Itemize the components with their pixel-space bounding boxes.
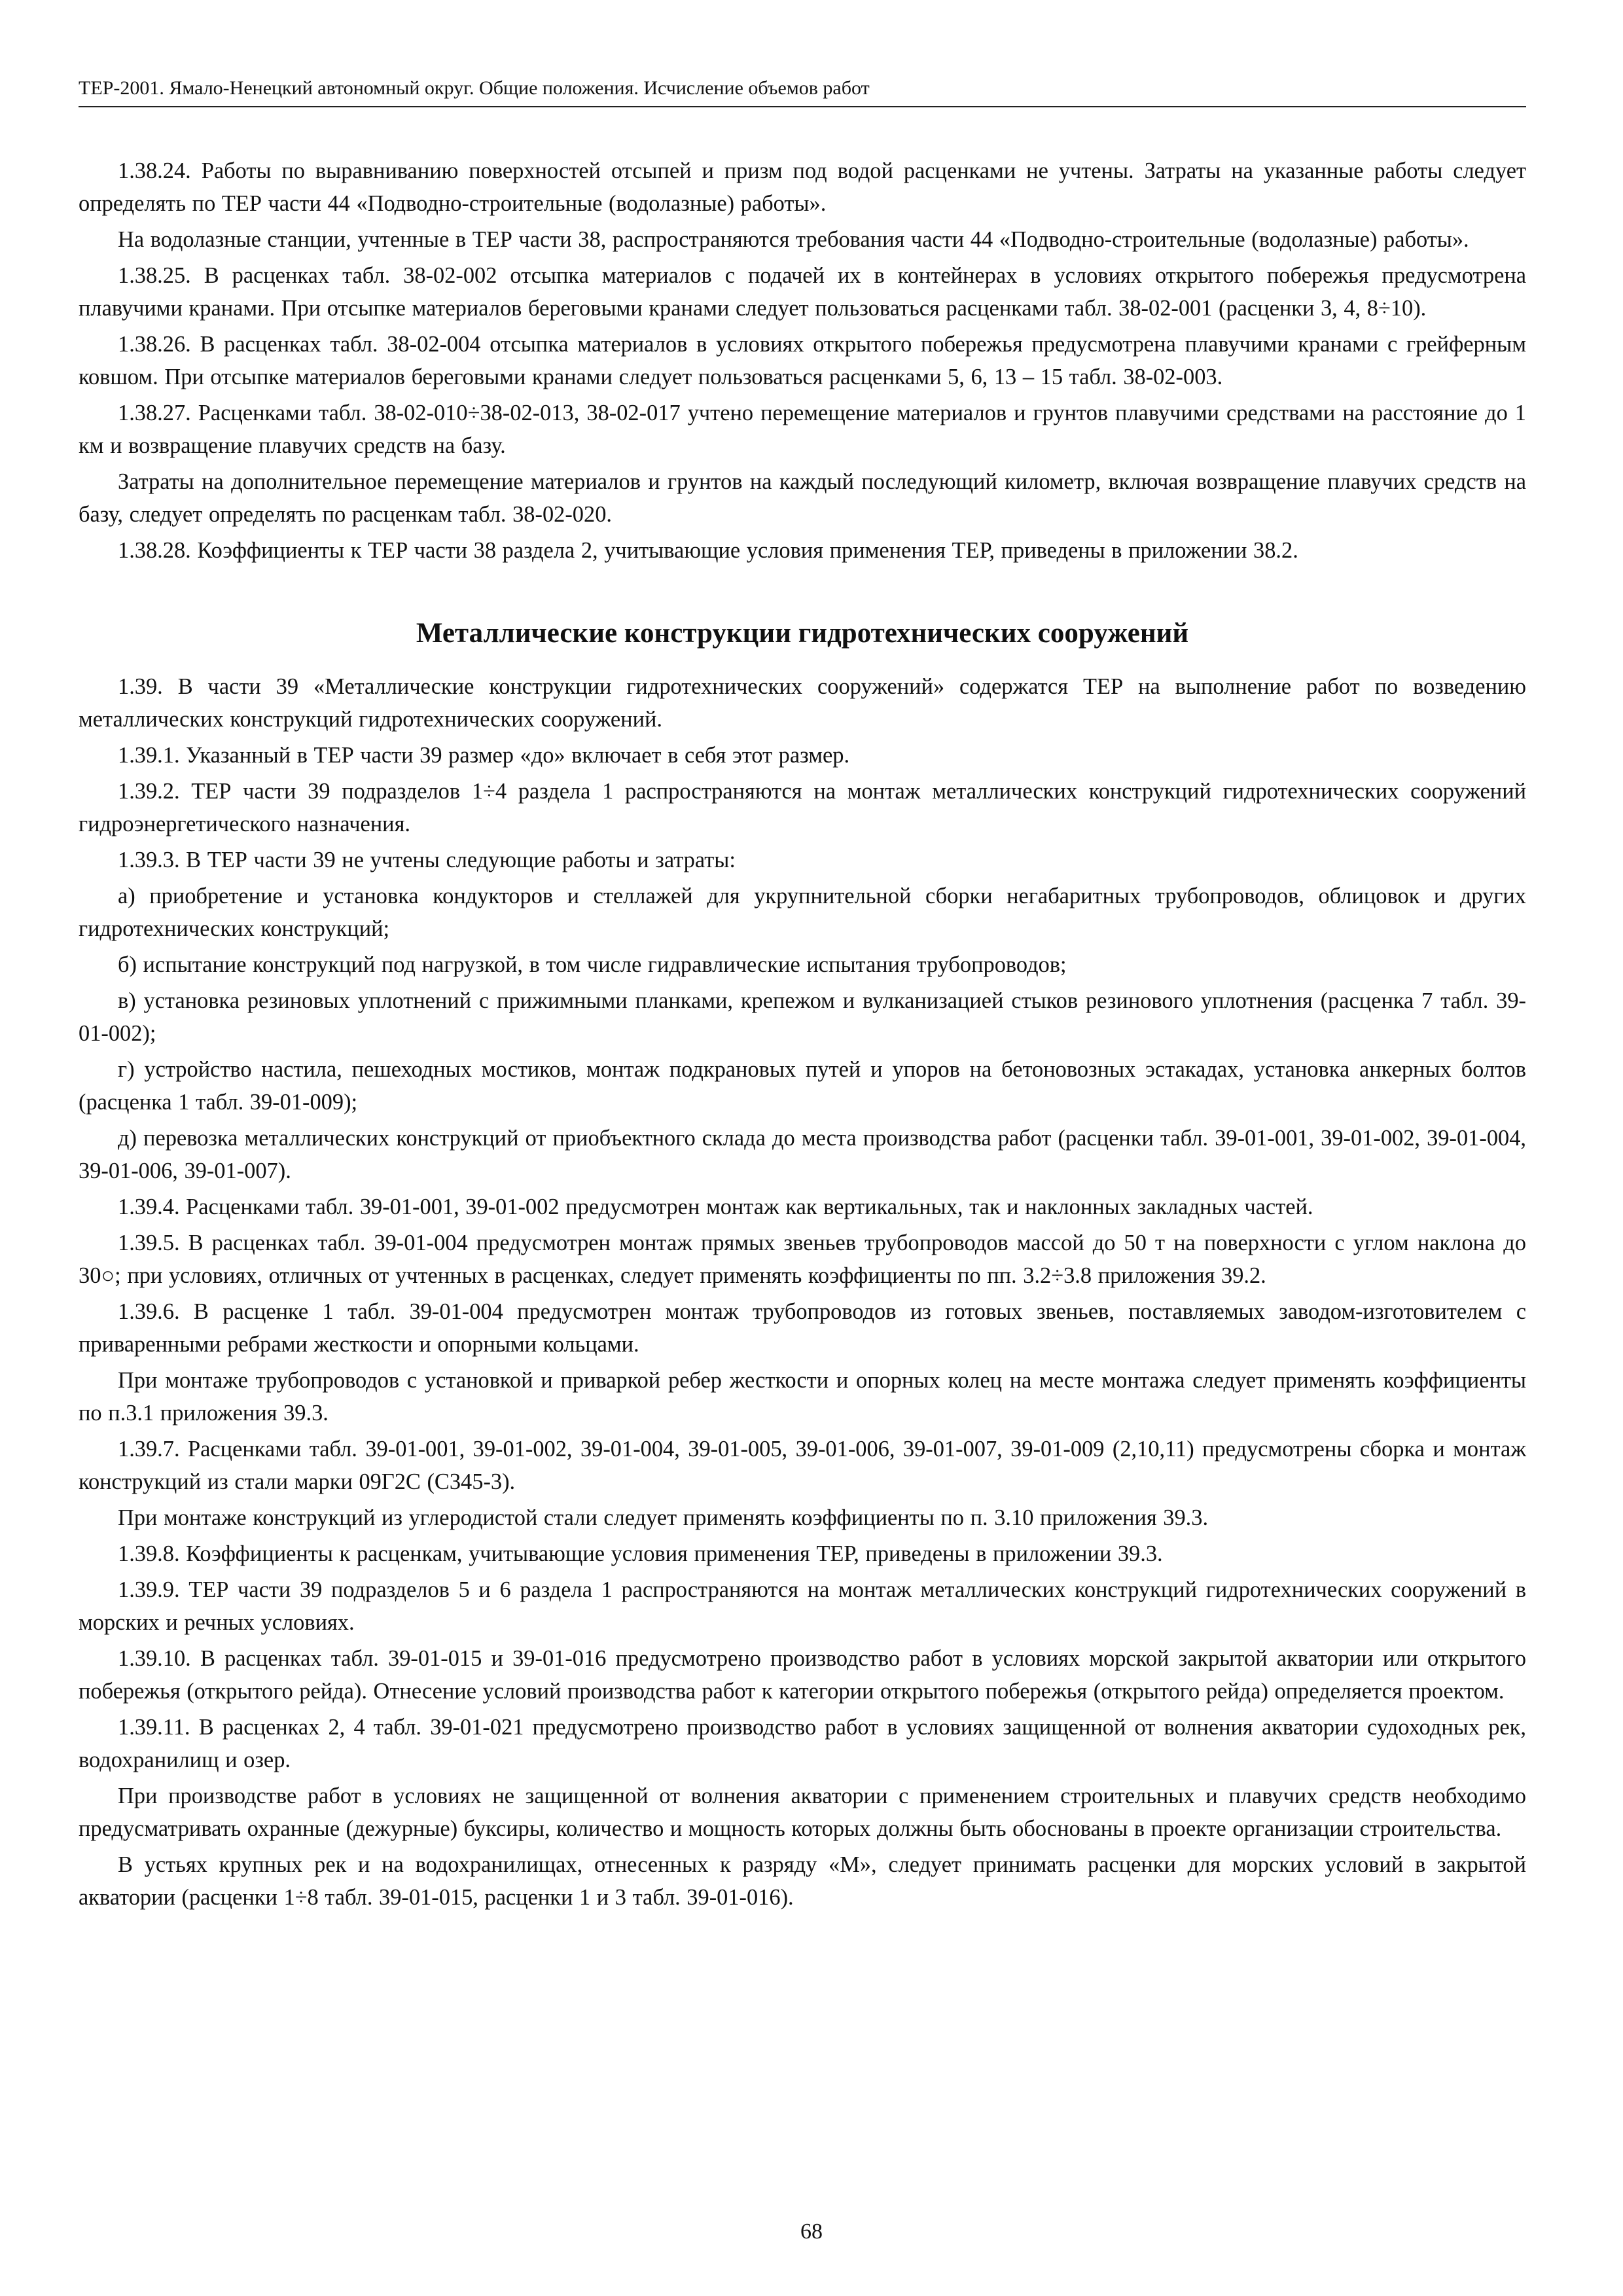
section-title: Металлические конструкции гидротехнических сооружений — [416, 618, 1189, 649]
list-item-v: в) установка резиновых уплотнений с прижимными планками, крепежом и вулканизацией стыков резинового уплотнения (расценка 7 табл. 39-01-002); — [79, 988, 1526, 1046]
paragraph-pipeline-mounting: При монтаже трубопроводов с установкой и приваркой ребер жесткости и опорных колец на месте монтажа следует применять коэффициенты по п.3.1 приложения 39.3. — [79, 1368, 1526, 1426]
paragraph-1-38-24: 1.38.24. Работы по выравниванию поверхностей отсыпей и призм под водой расценками не учтены. Затраты на указанные работы следует определять по ТЕР части 44 «Подводно-строительные (водолазные) работы». — [79, 158, 1526, 216]
paragraph-1-39-8: 1.39.8. Коэффициенты к расценкам, учитывающие условия применения ТЕР, приведены в приложении 39.3. — [118, 1541, 1163, 1566]
paragraph-1-39-3: 1.39.3. В ТЕР части 39 не учтены следующие работы и затраты: — [118, 848, 736, 872]
header-title: ТЕР-2001. Ямало-Ненецкий автономный округ. Общие положения. Исчисление объемов работ — [79, 77, 870, 99]
paragraph-1-39-6: 1.39.6. В расценке 1 табл. 39-01-004 предусмотрен монтаж трубопроводов из готовых звеньев, поставляемых заводом-изготовителем с приваренными ребрами жесткости и опорными кольцами. — [79, 1299, 1526, 1357]
paragraph-carbon-steel: При монтаже конструкций из углеродистой стали следует применять коэффициенты по п. 3.10 приложения 39.3. — [118, 1505, 1209, 1530]
paragraph-1-39-2: 1.39.2. ТЕР части 39 подразделов 1÷4 раздела 1 распространяются на монтаж металлических конструкций гидротехнических сооружений гидроэнергетического назначения. — [79, 779, 1526, 836]
document-body — [79, 154, 1526, 1917]
paragraph-additional-transport: Затраты на дополнительное перемещение материалов и грунтов на каждый последующий километр, включая возвращение плавучих средств на базу, следует определять по расценкам табл. 38-02-020. — [79, 469, 1526, 527]
list-item-b: б) испытание конструкций под нагрузкой, в том числе гидравлические испытания трубопроводов; — [118, 952, 1067, 977]
paragraph-unprotected-waters: При производстве работ в условиях не защищенной от волнения акватории с применением строительных и плавучих средств необходимо предусматривать охранные (дежурные) буксиры, количество и мощность которых должны быть обоснованы в проекте организации строительства. — [79, 1784, 1526, 1841]
paragraph-1-38-28: 1.38.28. Коэффициенты к ТЕР части 38 раздела 2, учитывающие условия применения ТЕР, приведены в приложении 38.2. — [118, 538, 1298, 563]
list-item-a: а) приобретение и установка кондукторов и стеллажей для укрупнительной сборки негабаритных трубопроводов, облицовок и других гидротехнических конструкций; — [79, 884, 1526, 941]
paragraph-1-39-7: 1.39.7. Расценками табл. 39-01-001, 39-01-002, 39-01-004, 39-01-005, 39-01-006, 39-01-007, 39-01-009 (2,10,11) предусмотрены сборка и монтаж конструкций из стали марки 09Г2С (С345-3). — [79, 1437, 1526, 1494]
list-item-d: д) перевозка металлических конструкций от приобъектного склада до места производства работ (расценки табл. 39-01-001, 39-01-002, 39-01-004, 39-01-006, 39-01-007). — [79, 1126, 1526, 1183]
list-item-g: г) устройство настила, пешеходных мостиков, монтаж подкрановых путей и упоров на бетоновозных эстакадах, установка анкерных болтов (расценка 1 табл. 39-01-009); — [79, 1057, 1526, 1115]
paragraph-river-mouths: В устьях крупных рек и на водохранилищах, отнесенных к разряду «М», следует принимать расценки для морских условий в закрытой акватории (расценки 1÷8 табл. 39-01-015, расценки 1 и 3 табл. 39-01-016). — [79, 1852, 1526, 1910]
paragraph-1-39-4: 1.39.4. Расценками табл. 39-01-001, 39-01-002 предусмотрен монтаж как вертикальных, так и наклонных закладных частей. — [118, 1194, 1313, 1219]
paragraph-1-38-26: 1.38.26. В расценках табл. 38-02-004 отсыпка материалов в условиях открытого побережья предусмотрена плавучими кранами с грейферным ковшом. При отсыпке материалов береговыми кранами следует пользоваться расценками 5, 6, 13 – 15 табл. 38-02-003. — [79, 332, 1526, 389]
paragraph-diving-stations: На водолазные станции, учтенные в ТЕР части 38, распространяются требования части 44 «Подводно-строительные (водолазные) работы». — [118, 227, 1469, 252]
paragraph-1-39-11: 1.39.11. В расценках 2, 4 табл. 39-01-021 предусмотрено производство работ в условиях защищенной от волнения акватории судоходных рек, водохранилищ и озер. — [79, 1715, 1526, 1772]
page-number: 68 — [800, 2219, 823, 2244]
paragraph-1-39-1: 1.39.1. Указанный в ТЕР части 39 размер «до» включает в себя этот размер. — [118, 743, 850, 768]
paragraph-1-39-9: 1.39.9. ТЕР части 39 подразделов 5 и 6 раздела 1 распространяются на монтаж металлических конструкций гидротехнических сооружений в морских и речных условиях. — [79, 1577, 1526, 1635]
page-header — [79, 73, 1526, 107]
paragraph-1-39: 1.39. В части 39 «Металлические конструкции гидротехнических сооружений» содержатся ТЕР на выполнение работ по возведению металлических конструкций гидротехнических сооружений. — [79, 674, 1526, 732]
paragraph-1-39-5: 1.39.5. В расценках табл. 39-01-004 предусмотрен монтаж прямых звеньев трубопроводов массой до 50 т на поверхности с углом наклона до 30○; при условиях, отличных от учтенных в расценках, следует применять коэффициенты по пп. 3.2÷3.8 приложения 39.2. — [79, 1230, 1526, 1288]
paragraph-1-39-10: 1.39.10. В расценках табл. 39-01-015 и 39-01-016 предусмотрено производство работ в условиях морской закрытой акватории или открытого побережья (открытого рейда). Отнесение условий производства работ к категории открытого побережья (открытого рейда) определяется проектом. — [79, 1646, 1526, 1704]
paragraph-1-38-27: 1.38.27. Расценками табл. 38-02-010÷38-02-013, 38-02-017 учтено перемещение материалов и грунтов плавучими средствами на расстояние до 1 км и возвращение плавучих средств на базу. — [79, 401, 1526, 458]
paragraph-1-38-25: 1.38.25. В расценках табл. 38-02-002 отсыпка материалов с подачей их в контейнерах в условиях открытого побережья предусмотрена плавучими кранами. При отсыпке материалов береговыми кранами следует пользоваться расценками табл. 38-02-001 (расценки 3, 4, 8÷10). — [79, 263, 1526, 321]
